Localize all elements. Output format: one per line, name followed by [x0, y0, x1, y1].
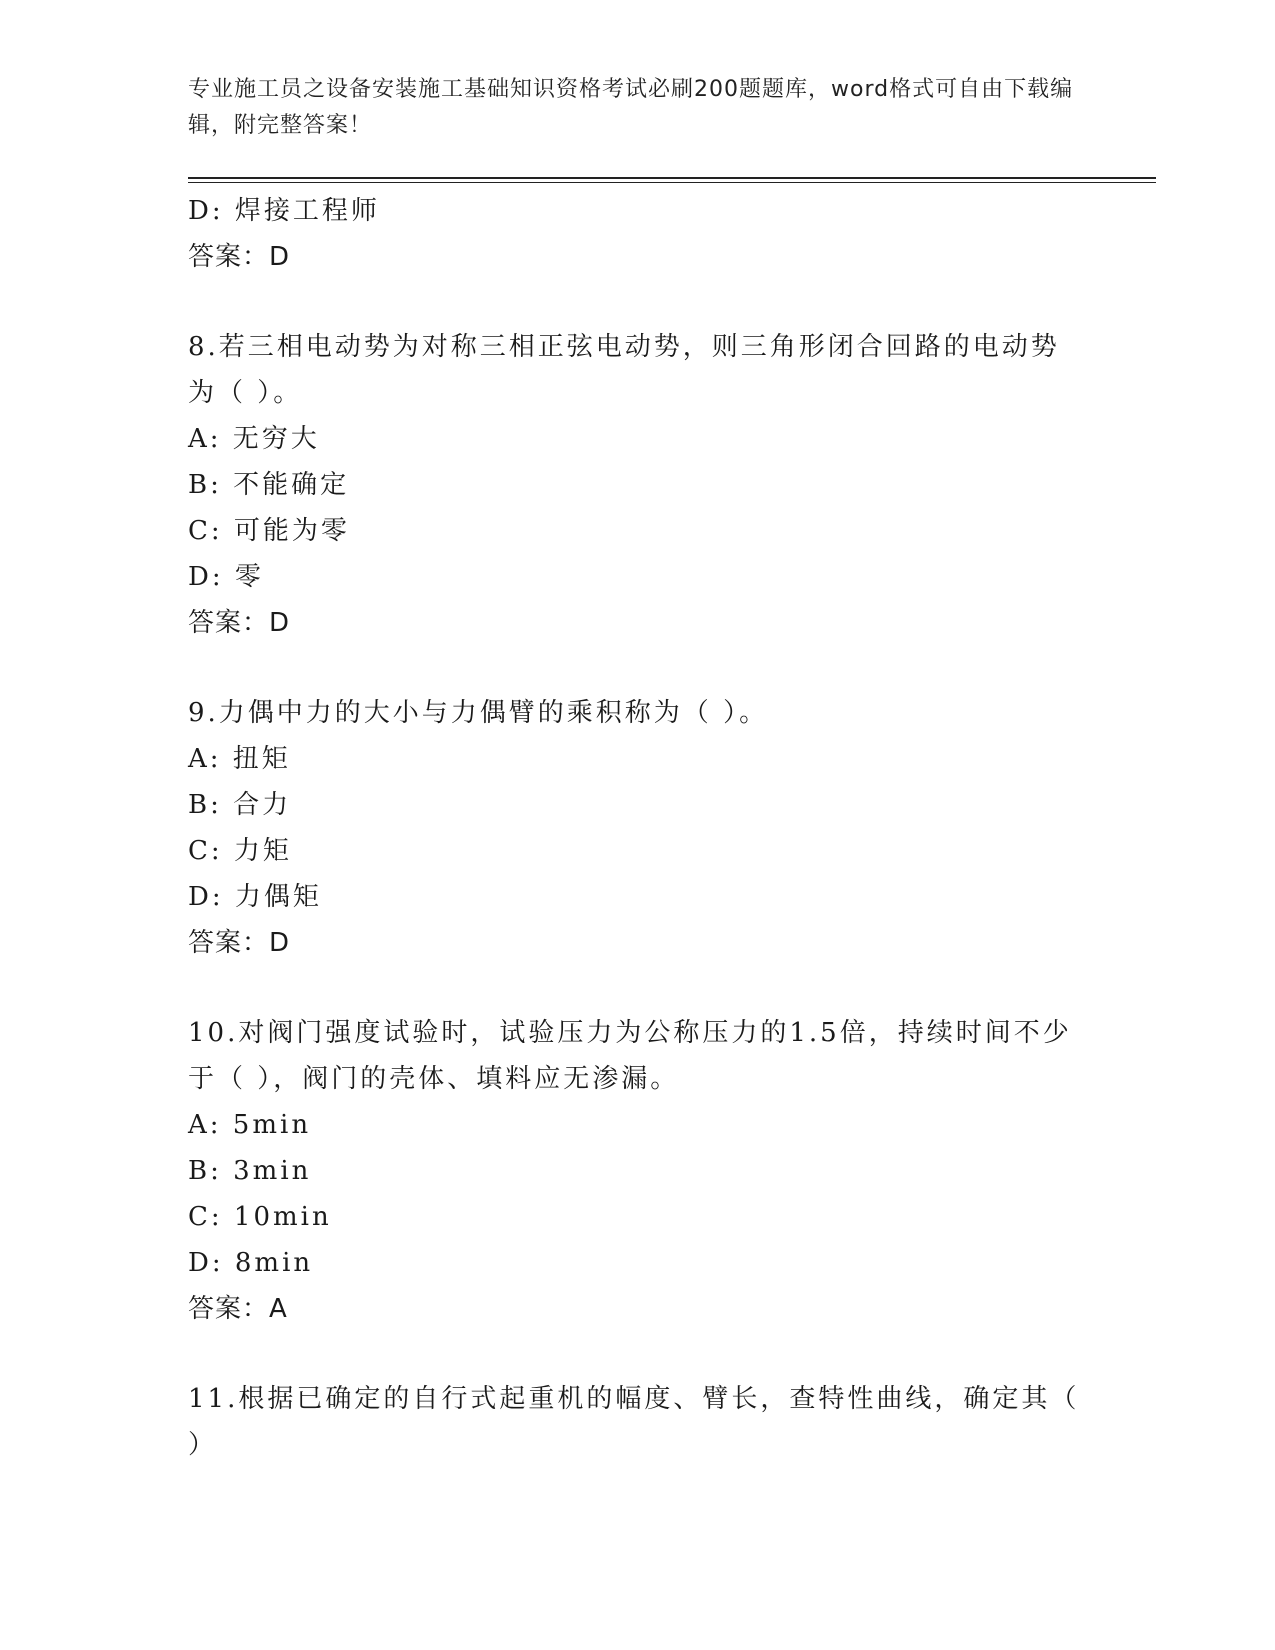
option-d: D: 零	[188, 562, 264, 592]
answer-line: 答案：D	[188, 608, 291, 638]
document-header	[188, 72, 1088, 144]
question-10	[188, 1010, 1088, 1332]
option-c: C: 可能为零	[188, 516, 350, 546]
option-b: B: 3min	[188, 1156, 312, 1186]
option-c: C: 10min	[188, 1202, 332, 1232]
answer-line: 答案：A	[188, 1294, 288, 1324]
question-text-continued: 于（ ），阀门的壳体、填料应无渗漏。	[188, 1064, 680, 1094]
question-8	[188, 324, 1088, 646]
header-divider-thick	[188, 177, 1156, 179]
spacer	[188, 1332, 1088, 1376]
option-a: A: 扭矩	[188, 744, 291, 774]
option-d: D: 焊接工程师	[188, 196, 380, 226]
option-b: B: 不能确定	[188, 470, 350, 500]
spacer	[188, 646, 1088, 690]
question-11	[188, 1376, 1088, 1468]
header-divider-thin	[188, 182, 1156, 183]
question-text: 10.对阀门强度试验时，试验压力为公称压力的1.5倍，持续时间不少	[188, 1018, 1072, 1048]
option-d: D: 8min	[188, 1248, 314, 1278]
option-b: B: 合力	[188, 790, 292, 820]
question-text-continued: 为（ ）。	[188, 378, 303, 408]
question-text: 8.若三相电动势为对称三相正弦电动势，则三角形闭合回路的电动势	[188, 332, 1060, 362]
answer-line: 答案：D	[188, 242, 291, 272]
question-list	[188, 188, 1088, 1468]
option-a: A: 无穷大	[188, 424, 320, 454]
option-c: C: 力矩	[188, 836, 292, 866]
question-text: 11.根据已确定的自行式起重机的幅度、臂长，查特性曲线，确定其（	[188, 1384, 1080, 1414]
answer-line: 答案：D	[188, 928, 291, 958]
spacer	[188, 280, 1088, 324]
question-text: 9.力偶中力的大小与力偶臂的乘积称为（ ）。	[188, 698, 769, 728]
header-text: 专业施工员之设备安装施工基础知识资格考试必刷200题题库，word格式可自由下载编辑，附完整答案！	[188, 77, 1074, 138]
spacer	[188, 966, 1088, 1010]
option-a: A: 5min	[188, 1110, 312, 1140]
question-text-continued: ）	[188, 1430, 218, 1460]
question-9	[188, 690, 1088, 966]
option-d: D: 力偶矩	[188, 882, 322, 912]
